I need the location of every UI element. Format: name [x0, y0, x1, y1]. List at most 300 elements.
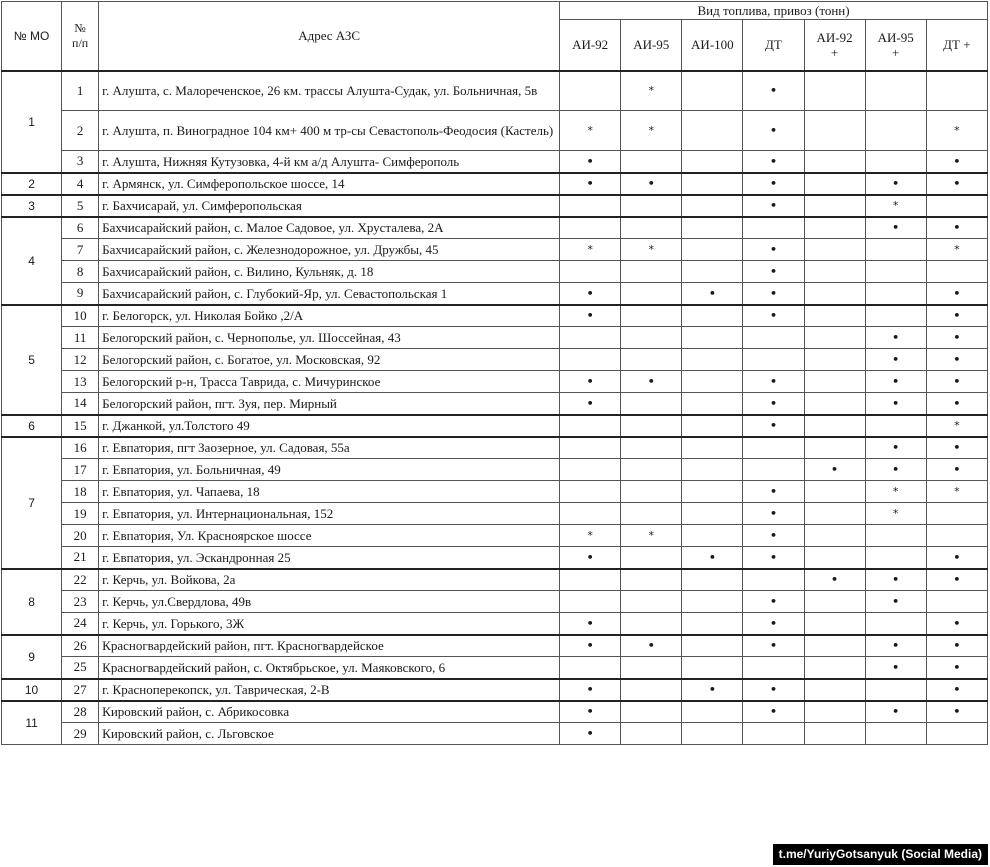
fuel-cell-ai95p: [865, 723, 926, 745]
fuel-cell-dt: [743, 349, 804, 371]
row-number-cell: 24: [62, 613, 99, 635]
fuel-cell-ai92p: [804, 239, 865, 261]
row-number-cell: 21: [62, 547, 99, 569]
star-mark: *: [587, 243, 593, 256]
dot-mark: •: [831, 573, 839, 587]
fuel-cell-dtp: [926, 283, 987, 305]
fuel-cell-ai95: [621, 151, 682, 173]
fuel-cell-dtp: [926, 151, 987, 173]
dot-mark: •: [892, 639, 900, 653]
fuel-cell-ai92p: [804, 349, 865, 371]
fuel-cell-ai95p: [865, 701, 926, 723]
fuel-cell-dt: [743, 173, 804, 195]
fuel-cell-dtp: [926, 437, 987, 459]
fuel-cell-ai95p: [865, 173, 926, 195]
mo-cell: 7: [2, 437, 62, 569]
fuel-cell-ai95: [621, 239, 682, 261]
fuel-cell-ai92p: [804, 393, 865, 415]
row-number-cell: 15: [62, 415, 99, 437]
fuel-cell-ai92p: [804, 503, 865, 525]
dot-mark: •: [586, 375, 594, 388]
dot-mark: •: [647, 639, 655, 653]
fuel-cell-ai92p: [804, 547, 865, 569]
header-fuel-ai92: [560, 20, 621, 71]
dot-mark: •: [769, 419, 777, 432]
address-cell: г. Евпатория, Ул. Красноярское шоссе: [99, 525, 560, 547]
fuel-cell-ai100: [682, 635, 743, 657]
header-fuel-ai100-line1: АИ-100: [691, 37, 734, 53]
fuel-cell-ai95: [621, 613, 682, 635]
fuel-cell-dtp: [926, 173, 987, 195]
fuel-cell-ai95p: [865, 481, 926, 503]
mo-cell: 5: [2, 305, 62, 415]
dot-mark: •: [708, 550, 716, 564]
fuel-cell-dtp: [926, 349, 987, 371]
fuel-cell-ai92: [560, 71, 621, 111]
fuel-cell-ai92p: [804, 415, 865, 437]
table-row: [2, 701, 988, 723]
star-mark: *: [648, 84, 654, 98]
address-cell: г. Армянск, ул. Симферопольское шоссе, 14: [99, 173, 560, 195]
dot-mark: •: [586, 616, 594, 630]
row-number-cell: 18: [62, 481, 99, 503]
address-cell: Бахчисарайский район, с. Железнодорожное, ул. Дружбы, 45: [99, 239, 560, 261]
table-row: [2, 371, 988, 393]
fuel-cell-ai92p: [804, 371, 865, 393]
row-number-cell: 19: [62, 503, 99, 525]
row-number-cell: 12: [62, 349, 99, 371]
dot-mark: •: [769, 154, 777, 168]
dot-mark: •: [769, 396, 777, 410]
fuel-cell-ai100: [682, 547, 743, 569]
fuel-cell-ai92: [560, 415, 621, 437]
fuel-cell-dtp: [926, 239, 987, 261]
fuel-cell-ai92: [560, 613, 621, 635]
fuel-cell-ai95p: [865, 591, 926, 613]
fuel-cell-ai92: [560, 657, 621, 679]
fuel-cell-ai95p: [865, 327, 926, 349]
star-mark: *: [587, 124, 593, 137]
fuel-cell-ai95: [621, 723, 682, 745]
fuel-cell-dt: [743, 283, 804, 305]
dot-mark: •: [769, 124, 777, 137]
fuel-cell-ai92: [560, 327, 621, 349]
row-number-cell: 1: [62, 71, 99, 111]
address-cell: г. Джанкой, ул.Толстого 49: [99, 415, 560, 437]
header-fuel-ai100: [682, 20, 743, 71]
fuel-cell-ai92p: [804, 657, 865, 679]
mo-cell: 10: [2, 679, 62, 701]
header-fuel-ai95-line1: АИ-95: [633, 37, 670, 53]
fuel-cell-ai92p: [804, 173, 865, 195]
address-cell: Белогорский район, с. Чернополье, ул. Шоссейная, 43: [99, 327, 560, 349]
row-number-cell: 20: [62, 525, 99, 547]
table-row: [2, 327, 988, 349]
table-row: [2, 525, 988, 547]
fuel-cell-ai92: [560, 173, 621, 195]
fuel-cell-dtp: [926, 547, 987, 569]
fuel-cell-dt: [743, 261, 804, 283]
fuel-cell-ai92: [560, 525, 621, 547]
star-mark: *: [954, 243, 960, 256]
fuel-cell-ai95p: [865, 459, 926, 481]
fuel-cell-dtp: [926, 195, 987, 217]
fuel-cell-ai100: [682, 327, 743, 349]
fuel-cell-ai95p: [865, 547, 926, 569]
dot-mark: •: [953, 309, 961, 323]
fuel-cell-ai95: [621, 283, 682, 305]
dot-mark: •: [769, 683, 777, 696]
dot-mark: •: [769, 265, 777, 278]
fuel-cell-dt: [743, 635, 804, 657]
table-row: [2, 569, 988, 591]
fuel-cell-ai95p: [865, 503, 926, 525]
fuel-cell-ai95: [621, 415, 682, 437]
header-fuel-dt-line1: ДТ: [765, 37, 782, 53]
fuel-cell-ai95p: [865, 349, 926, 371]
table-row: [2, 195, 988, 217]
row-number-cell: 5: [62, 195, 99, 217]
fuel-cell-dt: [743, 723, 804, 745]
table-row: [2, 349, 988, 371]
fuel-cell-dtp: [926, 525, 987, 547]
dot-mark: •: [892, 441, 900, 455]
fuel-cell-ai100: [682, 569, 743, 591]
address-cell: Белогорский район, с. Богатое, ул. Московская, 92: [99, 349, 560, 371]
dot-mark: •: [892, 705, 900, 719]
dot-mark: •: [892, 331, 900, 344]
row-number-cell: 29: [62, 723, 99, 745]
header-num: [62, 2, 99, 71]
table-row: [2, 217, 988, 239]
address-cell: Кировский район, с. Абрикосовка: [99, 701, 560, 723]
fuel-cell-ai92: [560, 371, 621, 393]
fuel-cell-ai92p: [804, 525, 865, 547]
dot-mark: •: [586, 639, 594, 653]
address-cell: г. Красноперекопск, ул. Таврическая, 2-В: [99, 679, 560, 701]
address-cell: Кировский район, с. Льговское: [99, 723, 560, 745]
header-num-line2: п/п: [72, 35, 89, 50]
fuel-cell-dtp: [926, 613, 987, 635]
fuel-cell-ai92: [560, 547, 621, 569]
fuel-cell-ai95p: [865, 195, 926, 217]
fuel-cell-ai92p: [804, 701, 865, 723]
table-row: [2, 261, 988, 283]
fuel-cell-ai92: [560, 481, 621, 503]
address-cell: г. Белогорск, ул. Николая Бойко ,2/А: [99, 305, 560, 327]
fuel-cell-dt: [743, 415, 804, 437]
dot-mark: •: [647, 375, 655, 388]
address-cell: г. Керчь, ул. Горького, 3Ж: [99, 613, 560, 635]
table-row: [2, 393, 988, 415]
dot-mark: •: [769, 199, 777, 212]
address-cell: Белогорский р-н, Трасса Таврида, с. Мичуринское: [99, 371, 560, 393]
dot-mark: •: [953, 573, 961, 587]
fuel-cell-dt: [743, 569, 804, 591]
fuel-cell-ai100: [682, 591, 743, 613]
header-fuel-ai95p: [865, 20, 926, 71]
fuel-cell-ai92p: [804, 679, 865, 701]
fuel-cell-ai95: [621, 591, 682, 613]
fuel-cell-ai100: [682, 679, 743, 701]
dot-mark: •: [953, 660, 961, 674]
fuel-cell-ai95p: [865, 679, 926, 701]
dot-mark: •: [892, 353, 900, 366]
star-mark: *: [954, 124, 960, 137]
header-fuel-ai92-line1: АИ-92: [572, 37, 609, 53]
row-number-cell: 25: [62, 657, 99, 679]
dot-mark: •: [892, 177, 900, 190]
star-mark: *: [892, 507, 899, 520]
fuel-cell-ai92p: [804, 111, 865, 151]
mo-cell: 2: [2, 173, 62, 195]
fuel-cell-dt: [743, 591, 804, 613]
header-fuel-ai92p: [804, 20, 865, 71]
address-cell: г. Алушта, Нижняя Кутузовка, 4-й км а/д Алушта- Симферополь: [99, 151, 560, 173]
fuel-cell-ai100: [682, 305, 743, 327]
fuel-cell-ai92: [560, 239, 621, 261]
fuel-cell-ai92p: [804, 283, 865, 305]
fuel-cell-dtp: [926, 701, 987, 723]
fuel-cell-ai95p: [865, 239, 926, 261]
fuel-cell-ai100: [682, 151, 743, 173]
row-number-cell: 7: [62, 239, 99, 261]
address-cell: г. Евпатория, ул. Больничная, 49: [99, 459, 560, 481]
fuel-cell-dt: [743, 71, 804, 111]
dot-mark: •: [647, 177, 655, 190]
fuel-cell-dt: [743, 195, 804, 217]
dot-mark: •: [769, 507, 777, 520]
dot-mark: •: [953, 221, 961, 235]
address-cell: г. Алушта, с. Малореченское, 26 км. трассы Алушта-Судак, ул. Больничная, 5в: [99, 71, 560, 111]
fuel-cell-dt: [743, 701, 804, 723]
fuel-cell-ai92p: [804, 569, 865, 591]
fuel-cell-ai92: [560, 195, 621, 217]
dot-mark: •: [586, 396, 594, 410]
fuel-cell-ai92: [560, 151, 621, 173]
mo-cell: 4: [2, 217, 62, 305]
row-number-cell: 4: [62, 173, 99, 195]
table-body: [2, 71, 988, 745]
fuel-cell-ai95p: [865, 437, 926, 459]
fuel-cell-ai100: [682, 393, 743, 415]
table-row: [2, 679, 988, 701]
fuel-cell-ai95: [621, 525, 682, 547]
row-number-cell: 27: [62, 679, 99, 701]
fuel-cell-ai92p: [804, 261, 865, 283]
fuel-cell-ai95: [621, 503, 682, 525]
star-mark: *: [892, 199, 899, 212]
fuel-cell-dt: [743, 217, 804, 239]
mo-cell: 9: [2, 635, 62, 679]
table-row: [2, 459, 988, 481]
fuel-cell-ai92: [560, 459, 621, 481]
fuel-cell-ai95: [621, 327, 682, 349]
fuel-cell-ai92p: [804, 437, 865, 459]
header-fuel-ai95p-line2: +: [892, 44, 900, 60]
row-number-cell: 23: [62, 591, 99, 613]
dot-mark: •: [586, 309, 594, 323]
mo-cell: 6: [2, 415, 62, 437]
fuel-cell-ai92p: [804, 195, 865, 217]
dot-mark: •: [892, 660, 900, 674]
fuel-cell-dtp: [926, 71, 987, 111]
fuel-cell-dtp: [926, 217, 987, 239]
fuel-cell-ai95: [621, 261, 682, 283]
address-cell: Белогорский район, пгт. Зуя, пер. Мирный: [99, 393, 560, 415]
address-cell: г. Керчь, ул. Войкова, 2а: [99, 569, 560, 591]
table-row: [2, 151, 988, 173]
fuel-cell-ai92p: [804, 481, 865, 503]
fuel-cell-ai92p: [804, 613, 865, 635]
fuel-cell-ai92: [560, 349, 621, 371]
dot-mark: •: [769, 286, 777, 300]
address-cell: Бахчисарайский район, с. Вилино, Кульняк, д. 18: [99, 261, 560, 283]
fuel-cell-ai95: [621, 635, 682, 657]
fuel-cell-dtp: [926, 459, 987, 481]
fuel-cell-dt: [743, 503, 804, 525]
fuel-cell-dt: [743, 481, 804, 503]
row-number-cell: 28: [62, 701, 99, 723]
dot-mark: •: [953, 396, 961, 410]
dot-mark: •: [708, 286, 716, 300]
table-row: [2, 503, 988, 525]
fuel-cell-ai92p: [804, 71, 865, 111]
address-cell: г. Керчь, ул.Свердлова, 49в: [99, 591, 560, 613]
fuel-cell-ai95: [621, 111, 682, 151]
dot-mark: •: [586, 550, 594, 564]
table-row: [2, 657, 988, 679]
address-cell: Бахчисарайский район, с. Малое Садовое, ул. Хрусталева, 2А: [99, 217, 560, 239]
table-row: [2, 283, 988, 305]
fuel-cell-ai92p: [804, 635, 865, 657]
fuel-cell-dt: [743, 679, 804, 701]
fuel-cell-ai100: [682, 459, 743, 481]
fuel-cell-ai92p: [804, 305, 865, 327]
fuel-cell-ai92: [560, 305, 621, 327]
row-number-cell: 2: [62, 111, 99, 151]
fuel-cell-dtp: [926, 569, 987, 591]
address-cell: г. Бахчисарай, ул. Симферопольская: [99, 195, 560, 217]
watermark: t.me/YuriyGotsanyuk (Social Media): [773, 844, 988, 865]
fuel-cell-ai92: [560, 635, 621, 657]
address-cell: Красногвардейский район, с. Октябрьское, ул. Маяковского, 6: [99, 657, 560, 679]
row-number-cell: 11: [62, 327, 99, 349]
fuel-cell-dt: [743, 547, 804, 569]
table-row: [2, 305, 988, 327]
table-row: [2, 239, 988, 261]
fuel-cell-ai92: [560, 591, 621, 613]
fuel-cell-ai92p: [804, 459, 865, 481]
fuel-cell-ai100: [682, 349, 743, 371]
table-row: [2, 547, 988, 569]
fuel-cell-dtp: [926, 657, 987, 679]
row-number-cell: 17: [62, 459, 99, 481]
dot-mark: •: [953, 375, 961, 388]
header-mo: № МО: [2, 2, 62, 71]
dot-mark: •: [953, 639, 961, 653]
address-cell: Бахчисарайский район, с. Глубокий-Яр, ул. Севастопольская 1: [99, 283, 560, 305]
fuel-cell-ai95: [621, 305, 682, 327]
dot-mark: •: [953, 616, 961, 630]
dot-mark: •: [586, 154, 594, 168]
fuel-cell-ai92: [560, 679, 621, 701]
fuel-cell-ai95: [621, 393, 682, 415]
fuel-cell-ai100: [682, 261, 743, 283]
dot-mark: •: [769, 375, 777, 388]
fuel-cell-dt: [743, 305, 804, 327]
header-fuel-group: Вид топлива, привоз (тонн): [560, 2, 988, 20]
fuel-cell-dtp: [926, 261, 987, 283]
fuel-cell-ai95: [621, 481, 682, 503]
fuel-cell-ai95p: [865, 217, 926, 239]
fuel-cell-ai95p: [865, 393, 926, 415]
dot-mark: •: [953, 286, 961, 300]
row-number-cell: 10: [62, 305, 99, 327]
table-row: [2, 613, 988, 635]
fuel-cell-ai100: [682, 371, 743, 393]
dot-mark: •: [769, 309, 777, 323]
fuel-cell-dtp: [926, 305, 987, 327]
fuel-cell-ai100: [682, 415, 743, 437]
table-row: [2, 111, 988, 151]
fuel-cell-ai92: [560, 437, 621, 459]
dot-mark: •: [769, 705, 777, 719]
table-row: [2, 437, 988, 459]
fuel-cell-ai95p: [865, 261, 926, 283]
dot-mark: •: [953, 353, 961, 366]
dot-mark: •: [708, 683, 716, 696]
row-number-cell: 6: [62, 217, 99, 239]
fuel-cell-ai95: [621, 349, 682, 371]
dot-mark: •: [586, 727, 594, 740]
address-cell: г. Алушта, п. Виноградное 104 км+ 400 м тр-сы Севастополь-Феодосия (Кастель): [99, 111, 560, 151]
fuel-cell-ai95p: [865, 635, 926, 657]
header-fuel-ai92p-line1: АИ-92: [816, 29, 853, 45]
fuel-cell-ai100: [682, 195, 743, 217]
fuel-cell-dtp: [926, 327, 987, 349]
fuel-cell-ai100: [682, 239, 743, 261]
fuel-table: [1, 1, 988, 745]
fuel-cell-ai92: [560, 261, 621, 283]
fuel-cell-ai95p: [865, 371, 926, 393]
fuel-cell-ai100: [682, 283, 743, 305]
fuel-cell-ai92p: [804, 723, 865, 745]
fuel-cell-dtp: [926, 591, 987, 613]
fuel-cell-ai100: [682, 525, 743, 547]
star-mark: *: [954, 485, 960, 498]
fuel-cell-ai92: [560, 503, 621, 525]
star-mark: *: [954, 419, 960, 432]
fuel-cell-ai95: [621, 459, 682, 481]
fuel-cell-ai100: [682, 217, 743, 239]
fuel-cell-dt: [743, 327, 804, 349]
dot-mark: •: [892, 396, 900, 410]
fuel-cell-ai95: [621, 437, 682, 459]
header-fuel-dtp-line1: ДТ +: [943, 37, 971, 53]
fuel-cell-ai95p: [865, 305, 926, 327]
fuel-cell-dt: [743, 525, 804, 547]
dot-mark: •: [892, 375, 900, 388]
fuel-cell-ai92: [560, 283, 621, 305]
dot-mark: •: [892, 221, 900, 235]
star-mark: *: [648, 243, 654, 256]
dot-mark: •: [953, 154, 961, 168]
fuel-cell-dt: [743, 111, 804, 151]
row-number-cell: 8: [62, 261, 99, 283]
dot-mark: •: [769, 485, 777, 498]
dot-mark: •: [586, 705, 594, 719]
